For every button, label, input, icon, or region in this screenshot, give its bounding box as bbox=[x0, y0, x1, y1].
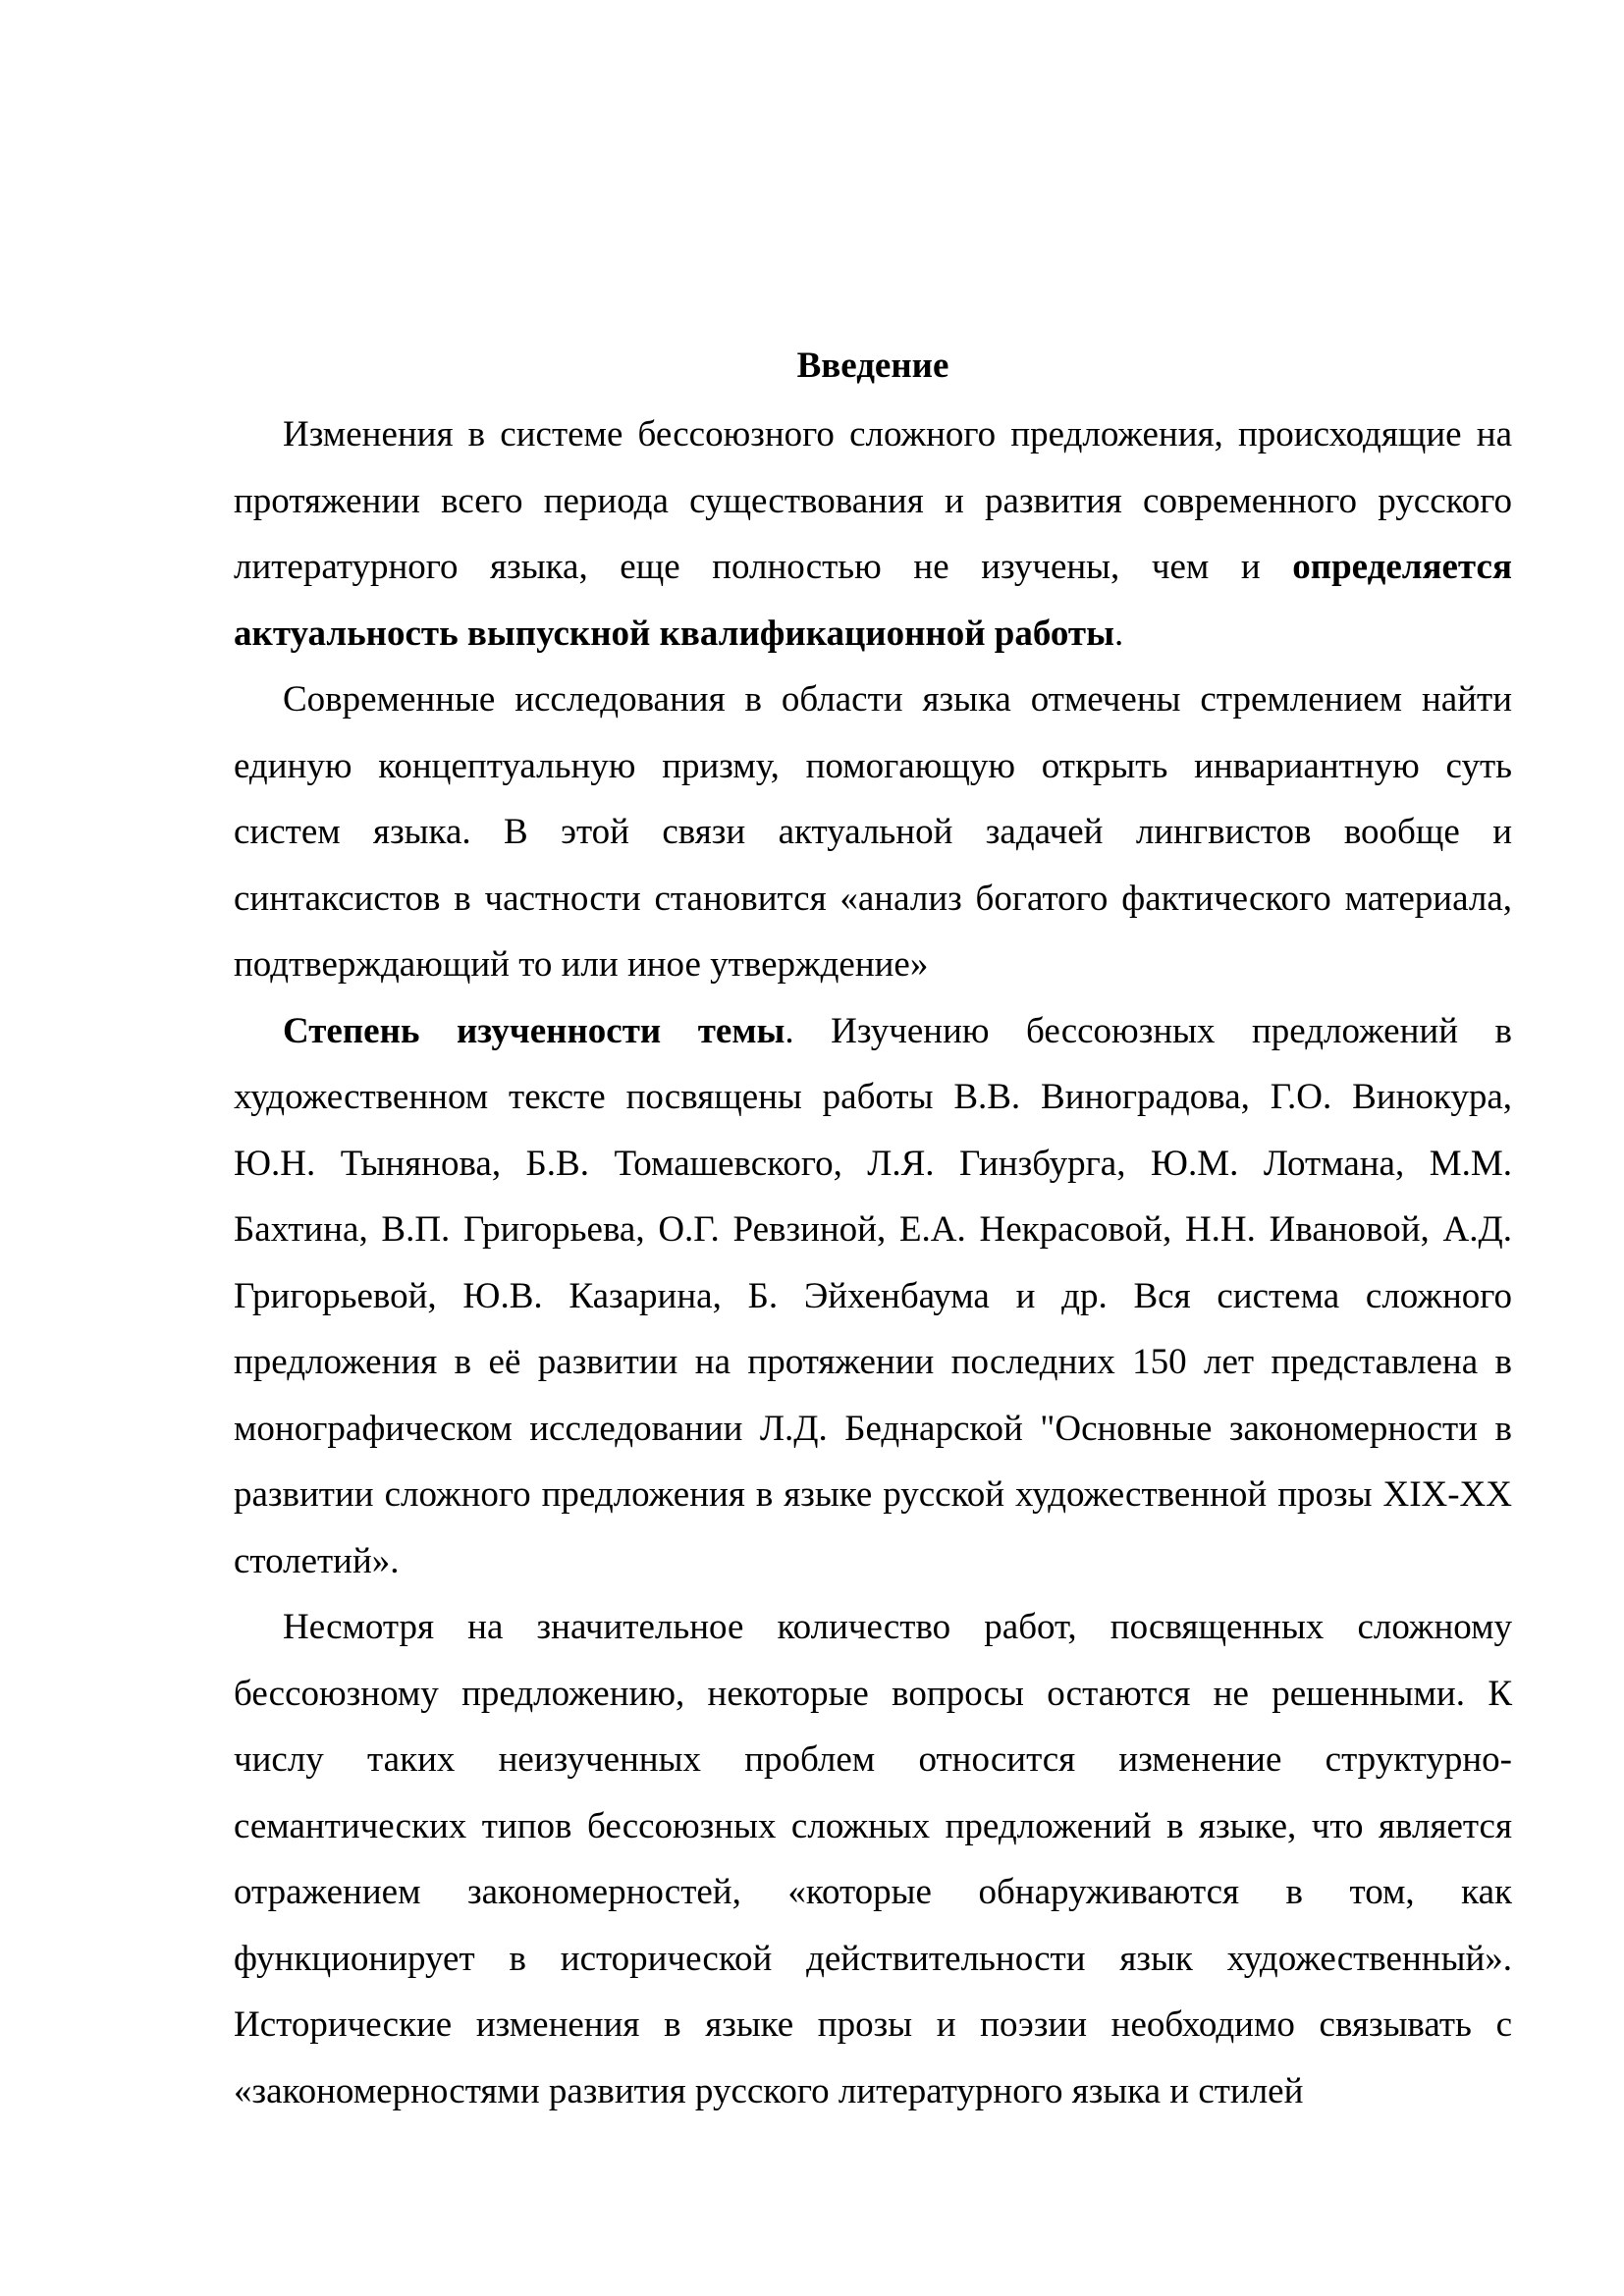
paragraph-degree-of-study bbox=[234, 998, 1512, 1595]
paragraph-text: Изменения в системе бессоюзного сложного предложения, происходящие на протяжении всего периода существования и развития современного русского литературного языка, еще полностью не изучены, чем и bbox=[234, 414, 1512, 587]
paragraph-bold-phrase: определяется актуальность выпускной квалификационной работы bbox=[234, 547, 1512, 654]
paragraph-text: . bbox=[1113, 613, 1124, 654]
paragraph-research: Современные исследования в области языка отмечены стремлением найти единую концептуальную призму, помогающую открыть инвариантную суть систем языка. В этой связи актуальной задачей лингвистов вообще и синтаксистов в частности становится «анализ богатого фактического материала, подтверждающий то или иное утверждение» bbox=[234, 679, 1512, 985]
paragraph-text: . Изучению бессоюзных предложений в художественном тексте посвящены работы В.В. Виноградова, Г.О. Винокура, Ю.Н. Тынянова, Б.В. Томашевского, Л.Я. Гинзбурга, Ю.М. Лотмана, М.М. Бахтина, В.П. Григорьева, О.Г. Ревзиной, Е.А. Некрасовой, Н.Н. Ивановой, А.Д. Григорьевой, Ю.В. Казарина, Б. Эйхенбаума и др. Вся система сложного предложения в её развитии на протяжении последних 150 лет представлена в монографическом исследовании Л.Д. Беднарской "Основные закономерности в развитии сложного предложения в языке русской художественной прозы XIX-XX столетий». bbox=[234, 1010, 1512, 1581]
paragraph-unsolved-questions: Несмотря на значительное количество работ, посвященных сложному бессоюзному предложению, некоторые вопросы остаются не решенными. К числу таких неизученных проблем относится изменение структурно-семантических типов бессоюзных сложных предложений в языке, что является отражением закономерностей, «которые обнаруживаются в том, как функционирует в исторической действительности язык художественный». Исторические изменения в языке прозы и поэзии необходимо связывать с «закономерностями развития русского литературного языка и стилей bbox=[234, 1607, 1512, 2111]
document-heading: Введение bbox=[796, 346, 949, 386]
paragraph-bold-phrase: Степень изученности темы bbox=[283, 1010, 785, 1051]
document-body bbox=[234, 339, 1512, 2124]
paragraph-relevance bbox=[234, 401, 1512, 667]
